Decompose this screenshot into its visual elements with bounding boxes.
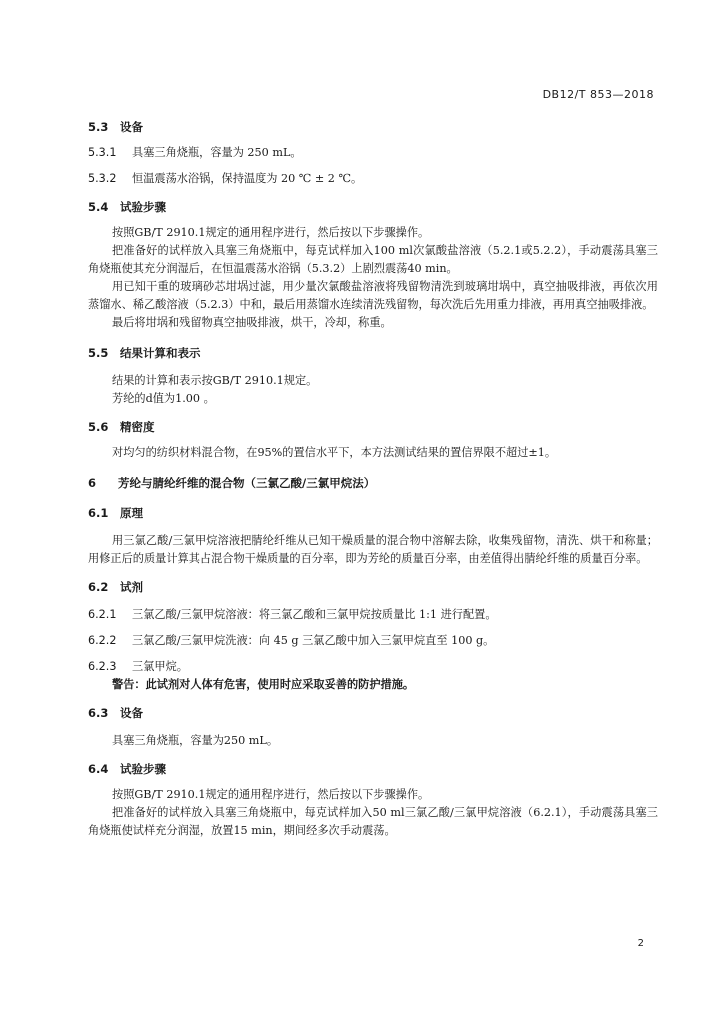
standard-code: DB12/T 853—2018 (542, 88, 654, 101)
section-6-3-heading: 6.3 设备 (88, 706, 143, 720)
section-6-2-heading: 6.2 试剂 (88, 580, 143, 594)
paragraph: 把准备好的试样放入具塞三角烧瓶中，每克试样加入50 ml三氯乙酸/三氯甲烷溶液（6.2.1），手动震荡具塞三角烧瓶使试样充分润湿，放置15 min，期间经多次手动震荡。 (88, 806, 658, 837)
section-6-heading: 6 芳纶与腈纶纤维的混合物（三氯乙酸/三氯甲烷法） (88, 476, 376, 490)
section-5-4-heading: 5.4 试验步骤 (88, 200, 166, 214)
paragraph: 结果的计算和表示按GB/T 2910.1规定。 (112, 374, 318, 387)
section-5-6-heading: 5.6 精密度 (88, 420, 155, 434)
section-6-1-heading: 6.1 原理 (88, 506, 143, 520)
item-6-2-1: 6.2.1 三氯乙酸/三氯甲烷溶液：将三氯乙酸和三氯甲烷按质量比 1:1 进行配置。 (88, 608, 497, 621)
item-6-2-2: 6.2.2 三氯乙酸/三氯甲烷洗液：向 45 g 三氯乙酸中加入三氯甲烷直至 100 g。 (88, 634, 495, 647)
paragraph: 对均匀的纺织材料混合物，在95%的置信水平下，本方法测试结果的置信界限不超过±1。 (112, 446, 557, 459)
paragraph: 用已知干重的玻璃砂芯坩埚过滤，用少量次氯酸盐溶液将残留物清洗到玻璃坩埚中，真空抽吸排液，再依次用蒸馏水、稀乙酸溶液（5.2.3）中和，最后用蒸馏水连续清洗残留物，每次洗后先用重力排液，再用真空抽吸排液。 (88, 280, 658, 311)
paragraph: 芳纶的d值为1.00 。 (112, 392, 215, 405)
paragraph: 具塞三角烧瓶，容量为250 mL。 (112, 734, 279, 747)
paragraph: 最后将坩埚和残留物真空抽吸排液，烘干，冷却，称重。 (112, 316, 392, 329)
page-number: 2 (637, 938, 644, 949)
item-5-3-1: 5.3.1 具塞三角烧瓶，容量为 250 mL。 (88, 146, 302, 159)
item-6-2-3: 6.2.3 三氯甲烷。 (88, 660, 188, 673)
page-content (88, 118, 658, 840)
section-6-4-heading: 6.4 试验步骤 (88, 762, 166, 776)
section-5-3-heading: 5.3 设备 (88, 120, 143, 134)
section-5-5-heading: 5.5 结果计算和表示 (88, 346, 201, 360)
paragraph: 用三氯乙酸/三氯甲烷溶液把腈纶纤维从已知干燥质量的混合物中溶解去除，收集残留物，清洗、烘干和称量；用修正后的质量计算其占混合物干燥质量的百分率，即为芳纶的质量百分率，由差值得出腈纶纤维的质量百分率。 (88, 534, 658, 565)
item-5-3-2: 5.3.2 恒温震荡水浴锅，保持温度为 20 ℃ ± 2 ℃。 (88, 172, 363, 185)
warning-text: 警告：此试剂对人体有危害，使用时应采取妥善的防护措施。 (112, 678, 415, 691)
paragraph: 按照GB/T 2910.1规定的通用程序进行，然后按以下步骤操作。 (112, 788, 430, 801)
paragraph: 按照GB/T 2910.1规定的通用程序进行，然后按以下步骤操作。 (112, 226, 430, 239)
paragraph: 把准备好的试样放入具塞三角烧瓶中，每克试样加入100 ml次氯酸盐溶液（5.2.1或5.2.2），手动震荡具塞三角烧瓶使其充分润湿后，在恒温震荡水浴锅（5.3.2）上剧烈震荡40 min。 (88, 244, 658, 275)
